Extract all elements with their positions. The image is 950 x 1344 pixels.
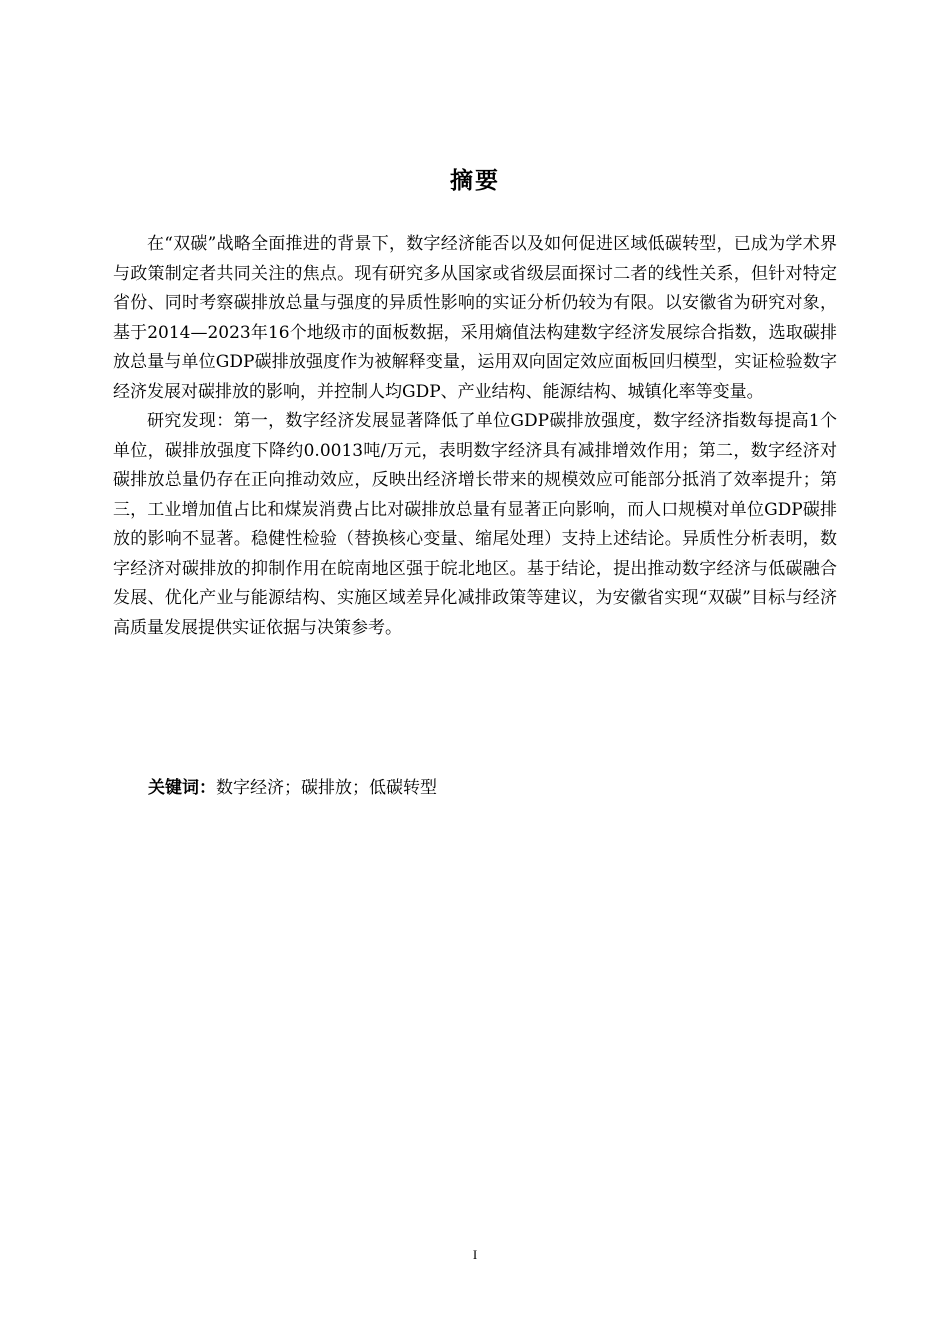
keywords-line	[148, 773, 838, 803]
abstract-paragraph-1: 在“双碳”战略全面推进的背景下，数字经济能否以及如何促进区域低碳转型，已成为学术界与政策制定者共同关注的焦点。现有研究多从国家或省级层面探讨二者的线性关系，但针对特定省份、同时考察碳排放总量与强度的异质性影响的实证分析仍较为有限。以安徽省为研究对象，基于2014—2023年16个地级市的面板数据，采用熵值法构建数字经济发展综合指数，选取碳排放总量与单位GDP碳排放强度作为被解释变量，运用双向固定效应面板回归模型，实证检验数字经济发展对碳排放的影响，并控制人均GDP、产业结构、能源结构、城镇化率等变量。	[113, 234, 837, 402]
keywords-label: 关键词：	[148, 778, 216, 798]
abstract-body	[113, 230, 837, 643]
abstract-paragraph-2: 研究发现：第一，数字经济发展显著降低了单位GDP碳排放强度，数字经济指数每提高1个单位，碳排放强度下降约0.0013吨/万元，表明数字经济具有减排增效作用；第二，数字经济对碳排放总量仍存在正向推动效应，反映出经济增长带来的规模效应可能部分抵消了效率提升；第三，工业增加值占比和煤炭消费占比对碳排放总量有显著正向影响，而人口规模对单位GDP碳排放的影响不显著。稳健性检验（替换核心变量、缩尾处理）支持上述结论。异质性分析表明，数字经济对碳排放的抑制作用在皖南地区强于皖北地区。基于结论，提出推动数字经济与低碳融合发展、优化产业与能源结构、实施区域差异化减排政策等建议，为安徽省实现“双碳”目标与经济高质量发展提供实证依据与决策参考。	[113, 411, 837, 638]
page-number: I	[472, 1247, 478, 1262]
abstract-title: 摘要	[450, 168, 500, 194]
keywords-text: 数字经济；碳排放；低碳转型	[216, 778, 437, 798]
